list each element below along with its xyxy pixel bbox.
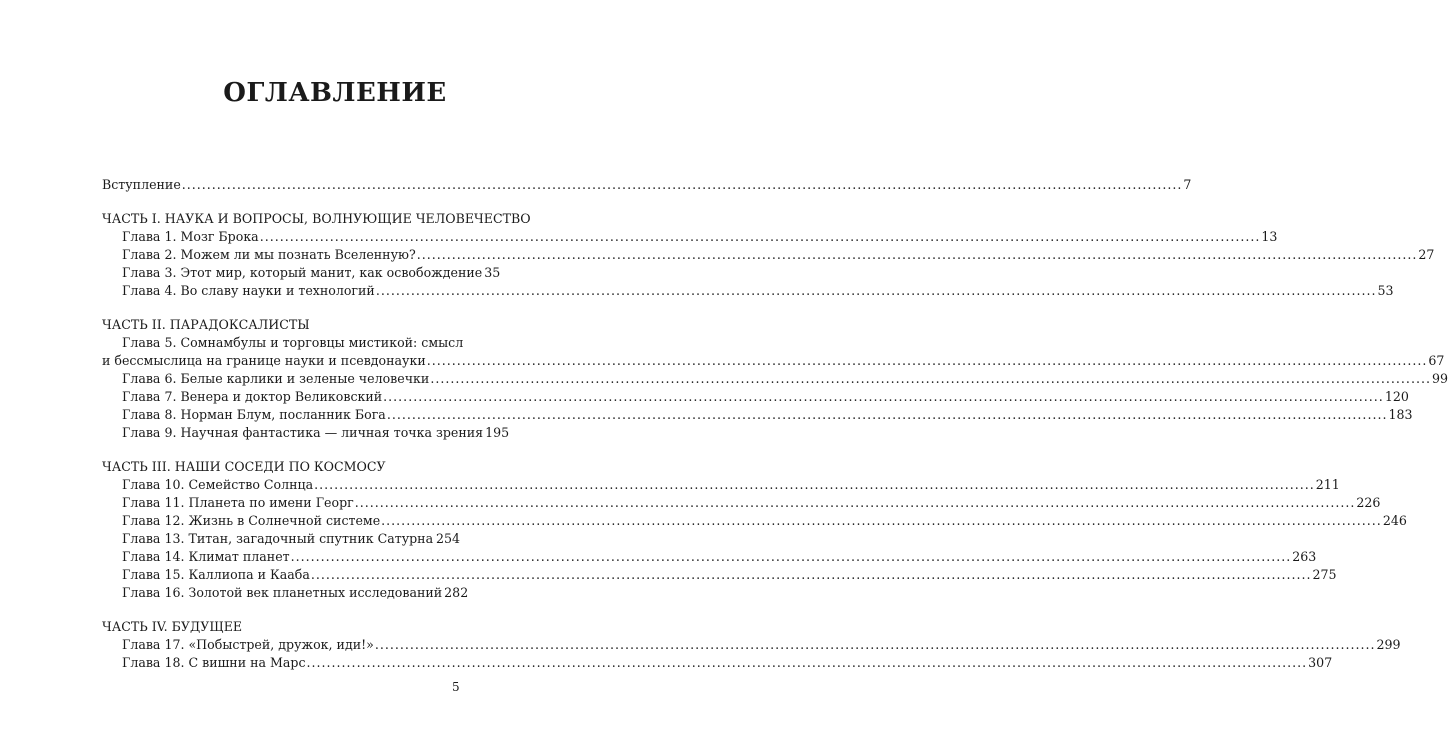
toc-entry-label: Глава 10. Семейство Солнца: [122, 477, 314, 492]
dot-leader: ........................................................................................................................................................................................................: [181, 177, 1183, 192]
toc-entry-page: 7: [1183, 177, 1192, 192]
toc-entry-page: 299: [1376, 637, 1401, 652]
toc-entry-page: 275: [1312, 567, 1337, 582]
toc-entry-page: 246: [1382, 513, 1407, 528]
toc-entry-page: 53: [1377, 283, 1394, 298]
toc-entry-label: Глава 6. Белые карлики и зеленые человечки: [122, 371, 430, 386]
dot-leader: ........................................................................................................................................................................................................: [430, 371, 1431, 386]
part-heading-2: ЧАСТЬ II. ПАРАДОКСАЛИСТЫ: [102, 317, 310, 332]
toc-entry-chapter-18[interactable]: [102, 654, 1333, 672]
toc-entry-label: Глава 13. Титан, загадочный спутник Сатурна: [122, 531, 434, 546]
toc-entry-chapter-5-line1[interactable]: Глава 5. Сомнамбулы и торговцы мистикой: смысл: [122, 335, 464, 350]
toc-entry-label: Глава 11. Планета по имени Георг: [122, 495, 354, 510]
part-heading-3: ЧАСТЬ III. НАШИ СОСЕДИ ПО КОСМОСУ: [102, 459, 386, 474]
part-heading-1: ЧАСТЬ I. НАУКА И ВОПРОСЫ, ВОЛНУЮЩИЕ ЧЕЛОВЕЧЕСТВО: [102, 211, 531, 226]
dot-leader: ........................................................................................................................................................................................................: [383, 389, 1384, 404]
toc-entry-chapter-4[interactable]: [102, 282, 1394, 300]
dot-leader: ........................................................................................................................................................................................................: [310, 567, 1312, 582]
toc-entry-chapter-16[interactable]: [102, 584, 469, 602]
table-of-contents: [102, 176, 1448, 672]
toc-entry-label: Глава 12. Жизнь в Солнечной системе: [122, 513, 381, 528]
toc-entry-page: 195: [485, 425, 510, 440]
toc-entry-page: 99: [1431, 371, 1448, 386]
toc-entry-page: 35: [484, 265, 501, 280]
part-heading-4: ЧАСТЬ IV. БУДУЩЕЕ: [102, 619, 243, 634]
toc-entry-chapter-10[interactable]: [102, 476, 1340, 494]
toc-entry-chapter-14[interactable]: [102, 548, 1317, 566]
toc-entry-label: Вступление: [102, 177, 181, 192]
toc-entry-chapter-3[interactable]: [102, 264, 501, 282]
toc-entry-page: 67: [1428, 353, 1445, 368]
toc-entry-chapter-13[interactable]: [102, 530, 460, 548]
toc-entry-label: Глава 18. С вишни на Марс: [122, 655, 306, 670]
dot-leader: ........................................................................................................................................................................................................: [386, 407, 1388, 422]
toc-entry-page: 254: [435, 531, 460, 546]
dot-leader: ........................................................................................................................................................................................................: [259, 229, 1261, 244]
toc-entry-label: Глава 4. Во славу науки и технологий: [122, 283, 375, 298]
dot-leader: [434, 530, 435, 548]
toc-entry-chapter-9[interactable]: [102, 424, 510, 442]
toc-entry-page: 226: [1356, 495, 1381, 510]
toc-entry-page: 13: [1261, 229, 1278, 244]
toc-entry-label: Глава 15. Каллиопа и Кааба: [122, 567, 310, 582]
dot-leader: ........................................................................................................................................................................................................: [375, 283, 1377, 298]
toc-entry-page: 27: [1418, 247, 1435, 262]
toc-entry-label: Глава 17. «Побыстрей, дружок, иди!»: [122, 637, 374, 652]
dot-leader: ........................................................................................................................................................................................................: [426, 353, 1428, 368]
toc-entry-label: и бессмыслица на границе науки и псевдонауки: [102, 353, 426, 368]
toc-entry-label: Глава 9. Научная фантастика — личная точка зрения: [122, 425, 484, 440]
dot-leader: ........................................................................................................................................................................................................: [314, 477, 1315, 492]
toc-entry-page: 307: [1308, 655, 1333, 670]
toc-entry-chapter-2[interactable]: [102, 246, 1435, 264]
page-number: 5: [452, 680, 460, 694]
toc-entry-label: Глава 16. Золотой век планетных исследований: [122, 585, 443, 600]
dot-leader: ........................................................................................................................................................................................................: [381, 513, 1382, 528]
toc-entry-page: 282: [444, 585, 469, 600]
toc-entry-label: Глава 14. Климат планет: [122, 549, 290, 564]
dot-leader: ........................................................................................................................................................................................................: [416, 247, 1418, 262]
toc-entry-page: 120: [1384, 389, 1409, 404]
toc-entry-chapter-8[interactable]: [102, 406, 1413, 424]
toc-entry-page: 211: [1315, 477, 1340, 492]
dot-leader: ........................................................................................................................................................................................................: [354, 495, 1356, 510]
toc-entry-intro[interactable]: [102, 176, 1192, 194]
toc-entry-chapter-11[interactable]: [102, 494, 1381, 512]
toc-entry-chapter-12[interactable]: [102, 512, 1407, 530]
dot-leader: ........................................................................................................................................................................................................: [374, 637, 1376, 652]
toc-entry-chapter-15[interactable]: [102, 566, 1337, 584]
dot-leader: ........................................................................................................................................................................................................: [290, 549, 1292, 564]
toc-entry-label: Глава 2. Можем ли мы познать Вселенную?: [122, 247, 416, 262]
toc-entry-chapter-5[interactable]: [102, 352, 1445, 370]
toc-entry-chapter-17[interactable]: [102, 636, 1401, 654]
toc-entry-page: 183: [1388, 407, 1413, 422]
toc-entry-chapter-1[interactable]: [102, 228, 1278, 246]
dot-leader: ........................................................................................................................................................................................................: [306, 655, 1308, 670]
toc-entry-chapter-7[interactable]: [102, 388, 1409, 406]
toc-entry-label: Глава 8. Норман Блум, посланник Бога: [122, 407, 386, 422]
page-title: ОГЛАВЛЕНИЕ: [223, 78, 447, 108]
toc-entry-label: Глава 7. Венера и доктор Великовский: [122, 389, 383, 404]
toc-entry-chapter-6[interactable]: [102, 370, 1448, 388]
toc-entry-label: Глава 1. Мозг Брока: [122, 229, 259, 244]
toc-entry-page: 263: [1292, 549, 1317, 564]
toc-entry-label: Глава 3. Этот мир, который манит, как освобождение: [122, 265, 483, 280]
